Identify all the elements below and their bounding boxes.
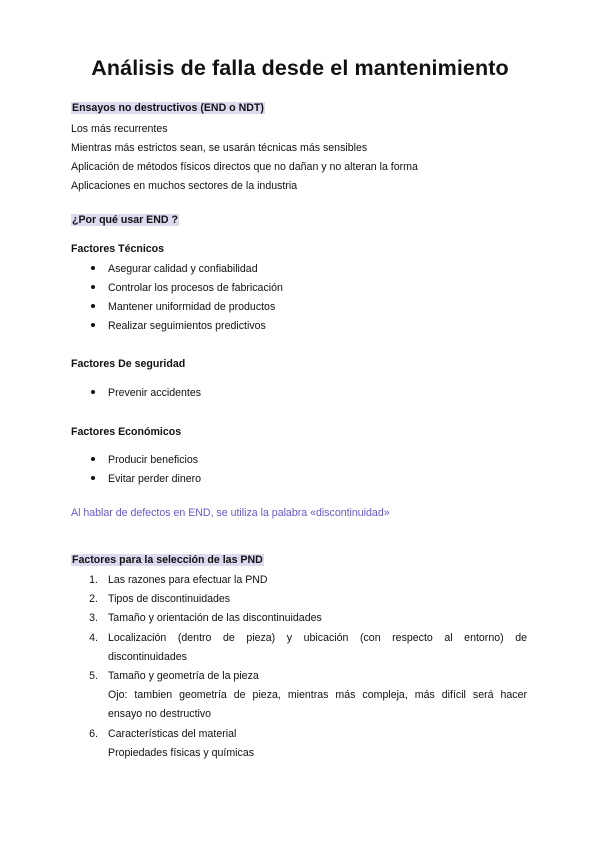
list-number: 6.: [89, 728, 98, 740]
list-item: Evitar perder dinero: [108, 473, 202, 485]
ndt-line: Los más recurrentes: [71, 123, 168, 135]
bullet-icon: [91, 285, 95, 289]
list-item: Tamaño y geometría de la pieza: [108, 670, 259, 682]
list-number: 2.: [89, 593, 98, 605]
list-item: Controlar los procesos de fabricación: [108, 282, 283, 294]
list-item-continuation: ensayo no destructivo: [108, 708, 212, 720]
bullet-icon: [91, 304, 95, 308]
list-number: 4.: [89, 632, 98, 644]
list-item-continuation: Propiedades físicas y químicas: [108, 747, 255, 759]
list-item: Prevenir accidentes: [108, 387, 202, 399]
section-heading-ndt-text: Ensayos no destructivos (END o NDT): [72, 102, 264, 114]
list-item: Asegurar calidad y confiabilidad: [108, 263, 258, 275]
list-number: 1.: [89, 574, 98, 586]
list-item-continuation: Ojo: tambien geometría de pieza, mientras más compleja, más difícil será hacer: [108, 689, 527, 701]
bullet-icon: [91, 323, 95, 327]
section-heading-ndt: [71, 101, 265, 115]
section-heading-pnd-selection-text: Factores para la selección de las PND: [72, 554, 263, 566]
list-item: Las razones para efectuar la PND: [108, 574, 268, 586]
list-item: Tamaño y orientación de las discontinuidades: [108, 612, 322, 624]
subheading-economic: Factores Económicos: [71, 426, 182, 438]
list-item: Características del material: [108, 728, 237, 740]
section-heading-pnd-selection: [71, 553, 264, 567]
section-heading-why-ndt: [71, 213, 179, 227]
list-item: Producir beneficios: [108, 454, 199, 466]
discontinuity-note: Al hablar de defectos en END, se utiliza la palabra «discontinuidad»: [71, 507, 390, 519]
bullet-icon: [91, 266, 95, 270]
page-title: Análisis de falla desde el mantenimiento: [91, 56, 509, 80]
subheading-safety: Factores De seguridad: [71, 358, 186, 370]
bullet-icon: [91, 390, 95, 394]
ndt-line: Aplicaciones en muchos sectores de la industria: [71, 180, 298, 192]
list-item: Tipos de discontinuidades: [108, 593, 231, 605]
bullet-icon: [91, 457, 95, 461]
list-item: Mantener uniformidad de productos: [108, 301, 276, 313]
list-number: 3.: [89, 612, 98, 624]
subheading-technical: Factores Técnicos: [71, 243, 165, 255]
section-heading-why-ndt-text: ¿Por qué usar END ?: [72, 214, 178, 226]
list-number: 5.: [89, 670, 98, 682]
list-item: Realizar seguimientos predictivos: [108, 320, 266, 332]
bullet-icon: [91, 476, 95, 480]
list-item-continuation: discontinuidades: [108, 651, 187, 663]
list-item: Localización (dentro de pieza) y ubicación (con respecto al entorno) de: [108, 632, 527, 644]
ndt-line: Aplicación de métodos físicos directos que no dañan y no alteran la forma: [71, 161, 418, 173]
ndt-line: Mientras más estrictos sean, se usarán técnicas más sensibles: [71, 142, 368, 154]
